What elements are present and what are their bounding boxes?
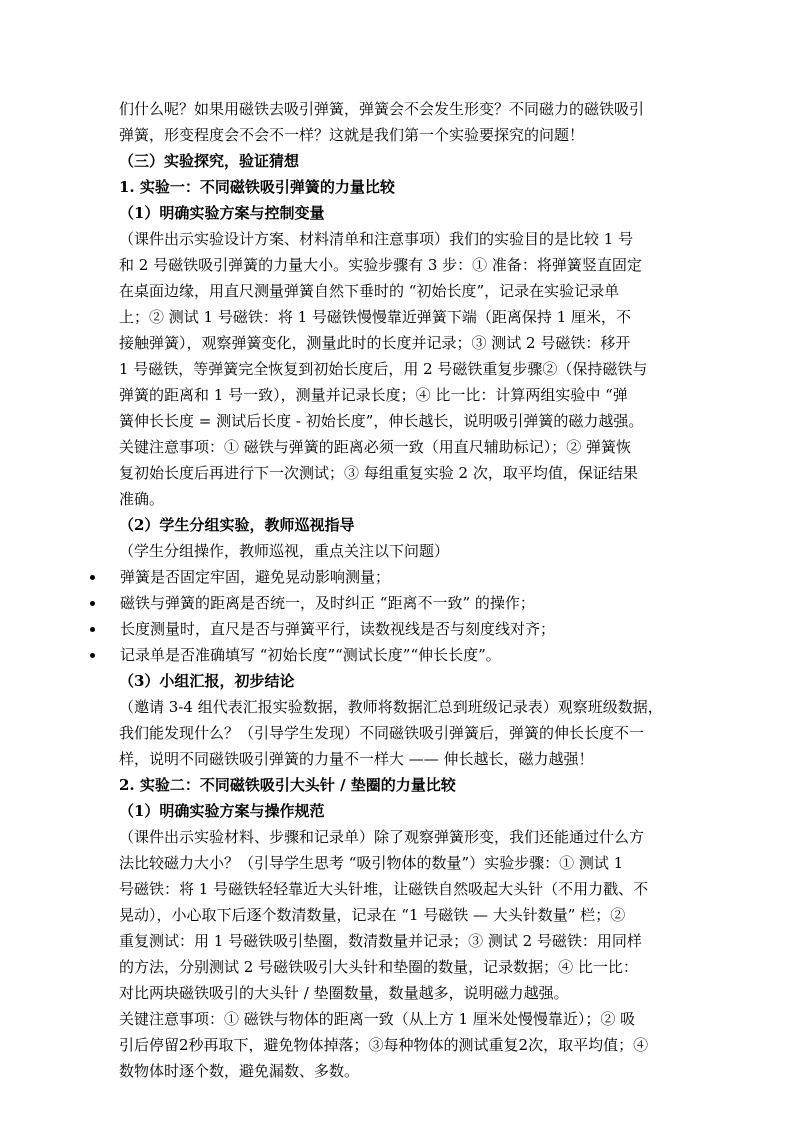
subsection-heading: （1）明确实验方案与控制变量	[119, 204, 325, 222]
paragraph-line: 弹簧，形变程度会不会不一样？这就是我们第一个实验要探究的问题！	[119, 126, 585, 144]
paragraph-line: 引后停留2秒再取下，避免物体掉落；③每种物体的测试重复2次，取平均值；④	[119, 1036, 649, 1054]
paragraph-line: 上；② 测试 1 号磁铁：将 1 号磁铁慢慢靠近弹簧下端（距离保持 1 厘米，不	[119, 308, 632, 326]
paragraph-line: 和 2 号磁铁吸引弹簧的力量大小。实验步骤有 3 步：① 准备：将弹簧竖直固定	[119, 256, 642, 274]
subsection-heading: （2）学生分组实验，教师巡视指导	[119, 516, 355, 534]
paragraph-line: 样，说明不同磁铁吸引弹簧的力量不一样大 —— 伸长越长，磁力越强！	[119, 750, 594, 768]
paragraph-line: 接触弹簧），观察弹簧变化，测量此时的长度并记录；③ 测试 2 号磁铁：移开	[119, 334, 631, 352]
paragraph-line: 晃动），小心取下后逐个数清数量，记录在 “1 号磁铁 — 大头针数量” 栏；②	[119, 906, 626, 924]
paragraph-line: 对比两块磁铁吸引的大头针 / 垫圈数量，数量越多，说明磁力越强。	[119, 984, 569, 1002]
list-item	[90, 616, 690, 642]
paragraph-line: （课件出示实验材料、步骤和记录单）除了观察弹簧形变，我们还能通过什么方	[119, 828, 645, 846]
list-item-text: 长度测量时，直尺是否与弹簧平行，读数视线是否与刻度线对齐；	[120, 620, 556, 638]
bullet-icon	[90, 653, 95, 658]
section-heading: （三）实验探究，验证猜想	[119, 152, 300, 170]
paragraph-line: 法比较磁力大小？（引导学生思考 “吸引物体的数量”）实验步骤：① 测试 1	[119, 854, 624, 872]
paragraph-line: 号磁铁：将 1 号磁铁轻轻靠近大头针堆，让磁铁自然吸起大头针（不用力戳、不	[119, 880, 649, 898]
bullet-icon	[90, 601, 95, 606]
paragraph-line: （邀请 3-4 组代表汇报实验数据，教师将数据汇总到班级记录表）观察班级数据，	[119, 698, 663, 716]
subsection-heading: （3）小组汇报，初步结论	[119, 672, 295, 690]
bullet-icon	[90, 627, 95, 632]
paragraph-line: 我们能发现什么？（引导学生发现）不同磁铁吸引弹簧后，弹簧的伸长长度不一	[119, 724, 645, 742]
list-item-text: 弹簧是否固定牢固，避免晃动影响测量；	[120, 568, 391, 586]
list-item	[90, 564, 690, 590]
paragraph-line: 数物体时逐个数，避免漏数、多数。	[119, 1062, 360, 1080]
paragraph-line: 簧伸长长度 = 测试后长度 - 初始长度”，伸长越长，说明吸引弹簧的磁力越强。	[119, 412, 644, 430]
paragraph-line: 重复测试：用 1 号磁铁吸引垫圈，数清数量并记录；③ 测试 2 号磁铁：用同样	[119, 932, 642, 950]
list-item-text: 记录单是否准确填写 “初始长度”“测试长度”“伸长长度”。	[120, 646, 501, 664]
list-item	[90, 590, 690, 616]
subsection-heading: （1）明确实验方案与操作规范	[119, 802, 325, 820]
paragraph-line: 的方法，分别测试 2 号磁铁吸引大头针和垫圈的数量，记录数据；④ 比一比：	[119, 958, 638, 976]
experiment-heading: 1. 实验一：不同磁铁吸引弹簧的力量比较	[119, 178, 395, 196]
paragraph-line: 1 号磁铁，等弹簧完全恢复到初始长度后，用 2 号磁铁重复步骤②（保持磁铁与	[119, 360, 648, 378]
paragraph-line: 复初始长度后再进行下一次测试；③ 每组重复实验 2 次，取平均值，保证结果	[119, 464, 638, 482]
paragraph-line: （课件出示实验设计方案、材料清单和注意事项）我们的实验目的是比较 1 号	[119, 230, 634, 248]
paragraph-line: 在桌面边缘，用直尺测量弹簧自然下垂时的 “初始长度”，记录在实验记录单	[119, 282, 620, 300]
paragraph-line: 们什么呢？如果用磁铁去吸引弹簧，弹簧会不会发生形变？不同磁力的磁铁吸引	[119, 100, 645, 118]
bullet-icon	[90, 575, 95, 580]
list-item	[90, 642, 690, 668]
paragraph-line: 关键注意事项：① 磁铁与物体的距离一致（从上方 1 厘米处慢慢靠近）；② 吸	[119, 1010, 636, 1028]
paragraph-line: 关键注意事项：① 磁铁与弹簧的距离必须一致（用直尺辅助标记）；② 弹簧恢	[119, 438, 632, 456]
list-item-text: 磁铁与弹簧的距离是否统一，及时纠正 “距离不一致” 的操作；	[120, 594, 535, 612]
paragraph-line: 准确。	[119, 490, 165, 508]
paragraph-line: （学生分组操作，教师巡视，重点关注以下问题）	[119, 542, 450, 560]
experiment-heading: 2. 实验二：不同磁铁吸引大头针 / 垫圈的力量比较	[119, 776, 456, 794]
paragraph-line: 弹簧的距离和 1 号一致），测量并记录长度；④ 比一比：计算两组实验中 “弹	[119, 386, 628, 404]
